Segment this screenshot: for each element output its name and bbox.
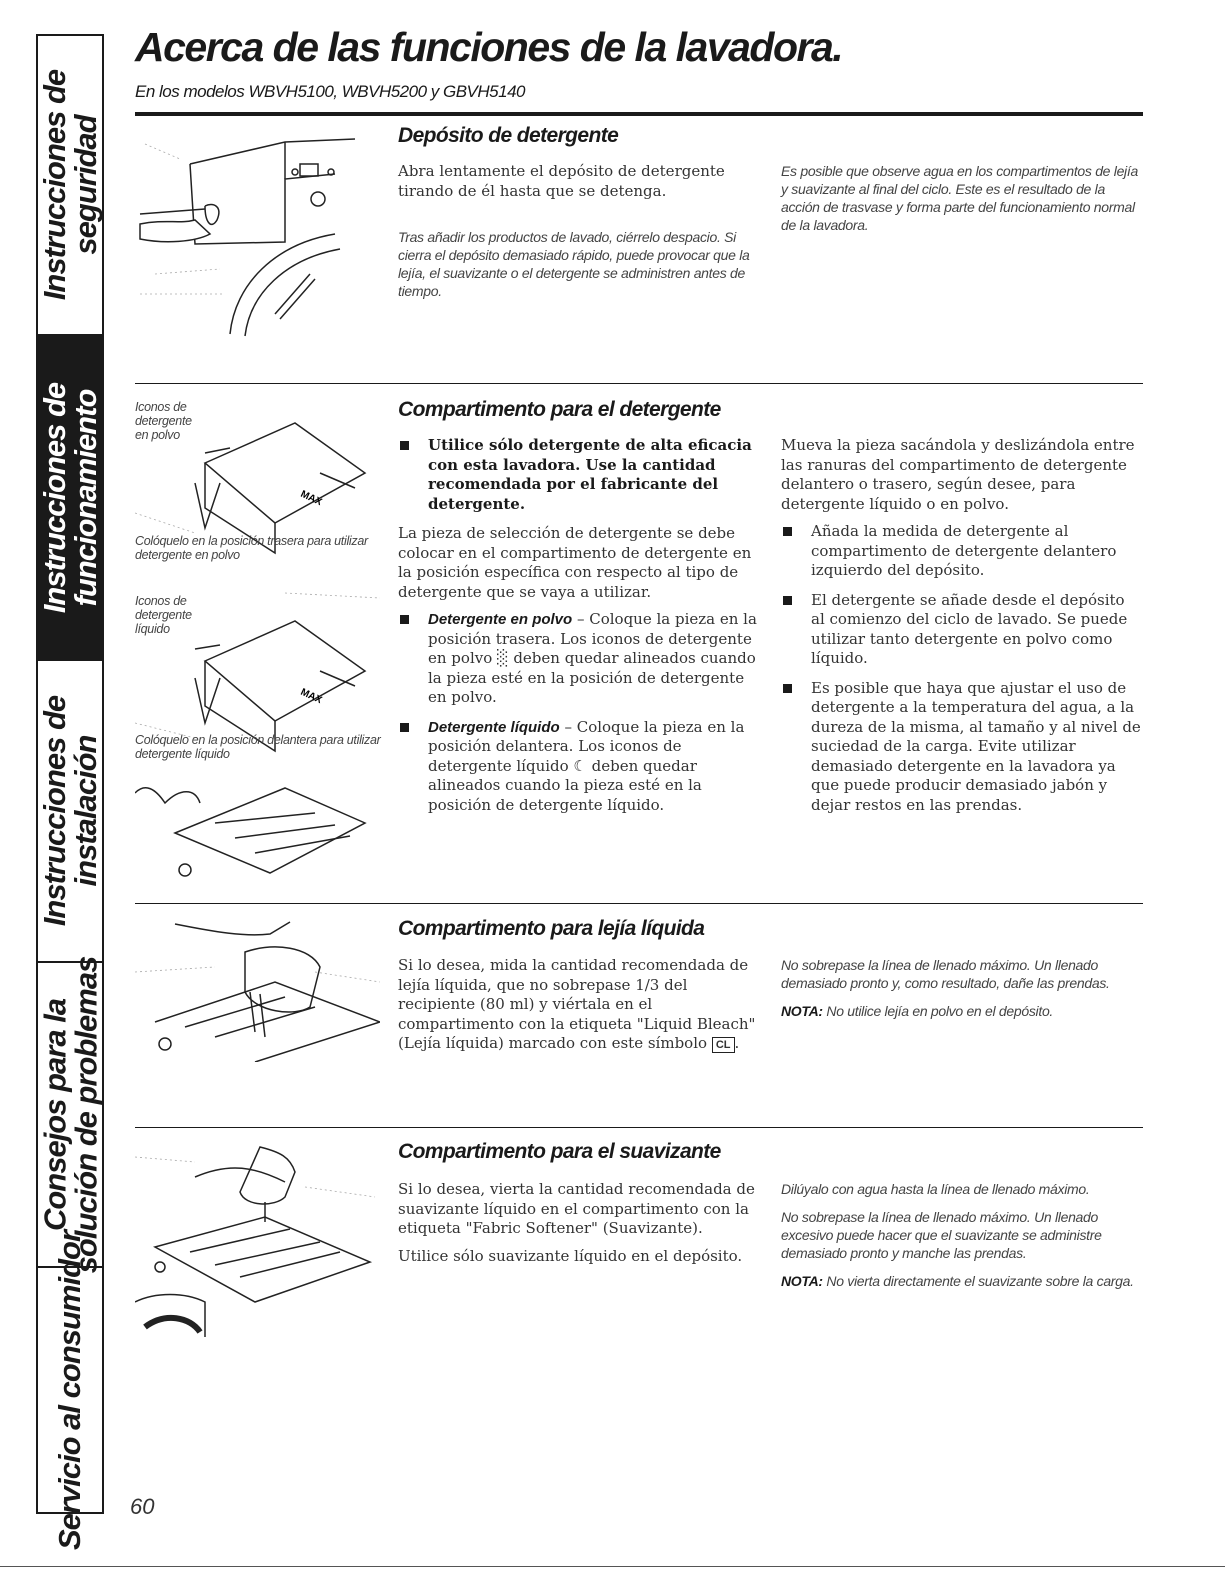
nota-label: NOTA: <box>781 1003 823 1019</box>
bullet-item <box>398 718 758 816</box>
tab-consumidor[interactable] <box>38 1230 102 1550</box>
bottom-rule <box>0 1566 1225 1567</box>
bullet-item: Añada la medida de detergente al compartimento de detergente delantero izquierdo del depósito. <box>781 522 1143 581</box>
section-title-suavizante: Compartimento para el suavizante <box>398 1140 721 1163</box>
bullet-list <box>398 436 758 514</box>
section-title-detergente: Compartimento para el detergente <box>398 398 721 421</box>
section-body-detergente <box>398 436 758 825</box>
paragraph-text: Si lo desea, mida la cantidad recomendada de lejía líquida, que no sobrepase 1/3 del recipiente (80 ml) y viértala en el compartimento con la etiqueta "Liquid Bleach" (Lejía líquida) marcado con este símbolo <box>398 956 756 1052</box>
paragraph: La pieza de selección de detergente se debe colocar en el compartimento de detergente en la posición específica con respecto al tipo de detergente que se vaya a utilizar. <box>398 524 752 601</box>
section-body-deposito <box>398 162 748 209</box>
nota-label: NOTA: <box>781 1273 823 1289</box>
bullet-text: – Coloque la pieza en la posición trasera. Los iconos de detergente en polvo ░ deben quedar alineados cuando la pieza esté en la posición de detergente en polvo. <box>428 610 757 706</box>
section-body-detergente-right <box>781 436 1143 825</box>
nota-text: No vierta directamente el suavizante sobre la carga. <box>822 1273 1134 1289</box>
section-divider <box>135 383 1143 384</box>
side-tab-column <box>36 34 104 1550</box>
note-deposito: Tras añadir los productos de lavado, ciérrelo despacio. Si cierra el depósito demasiado rápido, puede provocar que la lejía, el suavizante o el detergente se administren antes de tiempo. <box>398 229 750 299</box>
tab-label: Instrucciones de <box>37 382 73 613</box>
tab-label: Instrucciones de <box>37 69 73 301</box>
bullet-list <box>398 610 758 815</box>
tab-label: Servicio al consumidor <box>52 1230 88 1550</box>
caption-iconos-liquido: Iconos de detergente líquido <box>135 594 192 636</box>
section-title-deposito: Depósito de detergente <box>398 124 619 147</box>
bullet-item <box>398 610 758 708</box>
note-suavizante <box>781 1180 1141 1300</box>
section-divider <box>135 903 1143 904</box>
paragraph: Mueva la pieza sacándola y deslizándola entre las ranuras del compartimento de detergente delantero o trasero, según desee, para detergente líquido o en polvo. <box>781 436 1135 513</box>
page-subtitle: En los modelos WBVH5100, WBVH5200 y GBVH5140 <box>135 82 525 101</box>
note-paragraph: Dilúyalo con agua hasta la línea de llenado máximo. <box>781 1181 1090 1197</box>
section-divider <box>135 1127 1143 1128</box>
detergent-compartment-illustrations <box>135 393 380 883</box>
bleach-pour-illustration <box>135 912 380 1062</box>
tab-label: seguridad <box>68 115 104 255</box>
paragraph: Si lo desea, mida la cantidad recomendada de lejía líquida, que no sobrepase 1/3 del recipiente (80 ml) y viértala en el compartimento con la etiqueta "Liquid Bleach" (Lejía líquida) marcado con este símbolo CL . <box>398 956 756 1052</box>
bullet-item: Utilice sólo detergente de alta eficacia con esta lavadora. Use la cantidad recomendada por el fabricante del detergente. <box>398 436 758 514</box>
paragraph: Si lo desea, vierta la cantidad recomendada de suavizante líquido en el compartimento con la etiqueta "Fabric Softener" (Suavizante). <box>398 1180 755 1237</box>
nota-text: No utilice lejía en polvo en el depósito. <box>822 1003 1054 1019</box>
bullet-text: – Coloque la pieza en la posición delantera. Los iconos de detergente líquido ☾ deben quedar alineados cuando la pieza esté en la posición de detergente líquido. <box>428 717 745 814</box>
section-title-lejia: Compartimento para lejía líquida <box>398 917 705 940</box>
side-note-deposito: Es posible que observe agua en los compartimentos de lejía y suavizante al final del ciclo. Este es el resultado de la acción de trasvase y forma parte del funcionamiento normal de la lavadora. <box>781 163 1138 233</box>
bullet-lead: Detergente en polvo <box>428 611 573 628</box>
page-number: 60 <box>130 1494 155 1519</box>
note-paragraph: No sobrepase la línea de llenado máximo. Un llenado excesivo puede hacer que el suavizante se administre demasiado pronto y manche las prendas. <box>781 1209 1102 1261</box>
tab-label: Consejos para la <box>37 998 72 1231</box>
tab-instalacion[interactable] <box>38 661 102 963</box>
dispenser-drawer-illustration <box>135 124 380 344</box>
bullet-list <box>781 522 1143 815</box>
note-lejia <box>781 956 1141 1030</box>
section-body-suavizante <box>398 1180 758 1274</box>
header-rule <box>135 112 1143 116</box>
tab-label: instalación <box>68 735 104 887</box>
caption-iconos-polvo: Iconos de detergente en polvo <box>135 400 192 442</box>
bullet-item: El detergente se añade desde el depósito al comienzo del ciclo de lavado. Se puede utilizar tanto detergente en polvo como líquido. <box>781 591 1143 669</box>
tab-label: funcionamiento <box>68 389 104 606</box>
max-label: MAX <box>298 488 324 509</box>
page-title: Acerca de las funciones de la lavadora. <box>135 24 843 70</box>
tab-label: solución de problemas <box>68 956 103 1273</box>
caption-delantera: Colóquelo en la posición delantera para utilizar detergente líquido <box>135 733 381 761</box>
note-paragraph <box>781 1272 1141 1290</box>
tab-funcionamiento[interactable] <box>38 336 102 661</box>
caption-trasera: Colóquelo en la posición trasera para utilizar detergente en polvo <box>135 534 368 562</box>
tab-seguridad[interactable] <box>38 36 102 336</box>
bleach-symbol-icon: CL <box>712 1037 735 1053</box>
note-paragraph: No sobrepase la línea de llenado máximo. Un llenado demasiado pronto y, como resultado, dañe las prendas. <box>781 957 1110 991</box>
tab-label: Instrucciones de <box>37 695 73 927</box>
paragraph: Abra lentamente el depósito de detergente tirando de él hasta que se detenga. <box>398 162 725 200</box>
max-label: MAX <box>298 686 324 707</box>
softener-pour-illustration <box>135 1137 380 1337</box>
note-paragraph <box>781 1002 1141 1020</box>
tab-problemas[interactable] <box>37 956 103 1273</box>
section-body-lejia <box>398 956 758 1062</box>
bullet-lead: Detergente líquido <box>428 718 560 736</box>
bullet-item: Es posible que haya que ajustar el uso de detergente a la temperatura del agua, a la dureza de la misma, al tamaño y al nivel de suciedad de la carga. Evite utilizar demasiado detergente en la lavadora ya que puede producir demasiado jabón y dejar restos en las prendas. <box>781 679 1143 816</box>
paragraph: Utilice sólo suavizante líquido en el depósito. <box>398 1246 743 1265</box>
